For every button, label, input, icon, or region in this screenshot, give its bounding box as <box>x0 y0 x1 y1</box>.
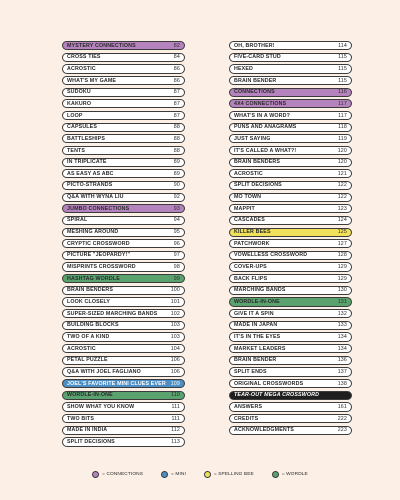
entry-title: 4X4 CONNECTIONS <box>234 100 287 107</box>
entry-title: WHAT'S MY GAME <box>67 77 117 84</box>
toc-entry-two-of-a-kind <box>62 332 185 341</box>
entry-page-number: 102 <box>170 310 180 317</box>
toc-entry-it-s-called-a-what <box>229 146 352 155</box>
toc-entry-q-a-with-joel-fagliano <box>62 367 185 376</box>
entry-title: IT'S IN THE EYES <box>234 334 281 340</box>
entry-title: BACK FLIPS <box>234 275 268 282</box>
entry-page-number: 87 <box>173 100 180 107</box>
toc-entry-tear-out-mega-crossword <box>229 391 352 400</box>
toc-entry-cascades <box>229 216 352 225</box>
toc-entry-credits <box>229 414 352 423</box>
entry-page-number: 130 <box>337 287 347 294</box>
entry-title: TWO BITS <box>67 415 95 422</box>
entry-page-number: 119 <box>338 135 347 142</box>
entry-title: BRAIN BENDERS <box>234 159 281 166</box>
entry-page-number: 128 <box>337 252 347 259</box>
legend-label: = CONNECTIONS <box>102 472 144 477</box>
toc-entry-wordle-in-one <box>62 391 185 400</box>
entry-page-number: 123 <box>337 205 347 212</box>
entry-title: WHAT'S IN A WORD? <box>234 112 290 119</box>
entry-title: KAKURO <box>67 100 92 107</box>
entry-page-number: 124 <box>337 217 347 224</box>
toc-entry-capsules <box>62 123 185 132</box>
toc-entry-killer-bees <box>229 228 352 237</box>
entry-page-number: 136 <box>337 357 347 364</box>
toc-left-column <box>62 41 185 449</box>
entry-title: KILLER BEES <box>234 229 271 236</box>
entry-title: LOOP <box>67 112 83 119</box>
entry-page-number: 92 <box>173 194 180 201</box>
toc-entry-in-triplicate <box>62 158 185 167</box>
entry-title: JUMBO CONNECTIONS <box>67 205 130 212</box>
entry-page-number: 100 <box>170 287 180 294</box>
toc-entry-made-in-japan <box>229 321 352 330</box>
toc-entry-sudoku <box>62 88 185 97</box>
entry-title: GIVE IT A SPIN <box>234 310 274 317</box>
entry-page-number: 222 <box>337 415 347 422</box>
entry-title: JOEL'S FAVORITE MINI CLUES EVER <box>67 380 166 387</box>
toc-entry-battleships <box>62 134 185 143</box>
entry-title: MADE IN JAPAN <box>234 322 278 329</box>
entry-page-number: 133 <box>337 322 347 329</box>
entry-page-number: 106 <box>170 357 180 364</box>
legend-swatch-icon <box>204 471 211 478</box>
entry-page-number: 87 <box>173 89 180 96</box>
toc-entry-wordle-in-one <box>229 297 352 306</box>
entry-title: COVER-UPS <box>234 264 267 271</box>
entry-page-number: 84 <box>173 54 180 61</box>
toc-entry-acknowledgments <box>229 426 352 435</box>
toc-entry-joel-s-favorite-mini-clues-ever <box>62 379 185 388</box>
entry-page-number: 113 <box>171 438 180 445</box>
toc-entry-give-it-a-spin <box>229 309 352 318</box>
entry-page-number: 103 <box>170 322 180 329</box>
toc-entry-back-flips <box>229 274 352 283</box>
entry-title: SUPER-SIZED MARCHING BANDS <box>67 310 158 317</box>
toc-entry-show-what-you-know <box>62 402 185 411</box>
entry-title: ORIGINAL CROSSWORDS <box>234 380 304 387</box>
entry-page-number: 88 <box>173 124 180 131</box>
legend-swatch-icon <box>161 471 168 478</box>
entry-title: CAPSULES <box>67 124 98 131</box>
entry-page-number: 134 <box>337 345 347 352</box>
entry-title: LOOK CLOSELY <box>67 299 111 306</box>
entry-title: IN TRIPLICATE <box>67 159 107 166</box>
entry-title: MADE IN INDIA <box>67 427 108 434</box>
toc-entry-petal-puzzle <box>62 356 185 365</box>
entry-page-number: 118 <box>338 124 347 131</box>
entry-page-number: 120 <box>337 159 347 166</box>
entry-page-number: 109 <box>170 380 180 387</box>
toc-entry-patchwork <box>229 239 352 248</box>
entry-page-number: 103 <box>170 334 180 340</box>
toc-entry-loop <box>62 111 185 120</box>
entry-page-number: 116 <box>338 89 347 96</box>
toc-entry-hexed <box>229 64 352 73</box>
entry-title: PICTO-STRANDS <box>67 182 113 189</box>
entry-title: MAPPIT <box>234 205 255 212</box>
toc-entry-it-s-in-the-eyes <box>229 332 352 341</box>
entry-title: TWO OF A KIND <box>67 334 110 340</box>
toc-entry-jumbo-connections <box>62 204 185 213</box>
entry-page-number: 104 <box>170 345 180 352</box>
entry-page-number: 88 <box>173 135 180 142</box>
entry-page-number: 95 <box>173 229 180 236</box>
entry-title: SPLIT DECISIONS <box>234 182 282 189</box>
entry-title: PUNS AND ANAGRAMS <box>234 124 297 131</box>
entry-page-number: 117 <box>338 100 347 107</box>
entry-page-number: 137 <box>337 368 347 375</box>
toc-entry-split-decisions <box>229 181 352 190</box>
entry-page-number: 161 <box>337 403 347 410</box>
entry-title: MARCHING BANDS <box>234 287 286 294</box>
entry-page-number: 111 <box>171 403 180 410</box>
toc-entry-puns-and-anagrams <box>229 123 352 132</box>
toc-entry-acrostic <box>62 344 185 353</box>
entry-title: HASHTAG WORDLE <box>67 275 120 282</box>
entry-page-number: 132 <box>337 310 347 317</box>
legend-item-connections <box>92 471 143 478</box>
toc-entry-answers <box>229 402 352 411</box>
entry-page-number: 115 <box>338 65 347 72</box>
entry-title: BRAIN BENDERS <box>67 287 114 294</box>
entry-title: MISPRINTS CROSSWORD <box>67 264 136 271</box>
entry-page-number: 112 <box>171 427 180 434</box>
toc-entry-market-leaders <box>229 344 352 353</box>
entry-title: CRYPTIC CROSSWORD <box>67 240 130 247</box>
toc-entry-mystery-connections <box>62 41 185 50</box>
entry-page-number: 131 <box>337 299 347 306</box>
toc-entry-five-card-stud <box>229 53 352 62</box>
entry-page-number: 138 <box>337 380 347 387</box>
toc-entry-two-bits <box>62 414 185 423</box>
toc-entry-q-a-with-wyna-liu <box>62 193 185 202</box>
entry-page-number: 115 <box>338 77 347 84</box>
toc-entry-4x4-connections <box>229 99 352 108</box>
entry-title: PICTURE "JEOPARDY!" <box>67 252 131 259</box>
entry-page-number: 89 <box>173 159 180 166</box>
entry-page-number: 106 <box>170 368 180 375</box>
entry-page-number: 110 <box>171 392 180 399</box>
entry-title: SHOW WHAT YOU KNOW <box>67 403 135 410</box>
entry-page-number: 111 <box>171 415 180 422</box>
entry-page-number: 114 <box>338 42 347 49</box>
toc-entry-split-decisions <box>62 437 185 446</box>
toc-entry-what-s-my-game <box>62 76 185 85</box>
entry-title: CASCADES <box>234 217 265 224</box>
entry-page-number: 121 <box>337 170 347 177</box>
entry-title: TEAR-OUT MEGA CROSSWORD <box>234 392 320 399</box>
entry-page-number: 97 <box>173 252 180 259</box>
toc-entry-brain-benders <box>229 158 352 167</box>
legend-swatch-icon <box>272 471 279 478</box>
entry-title: ACROSTIC <box>234 170 263 177</box>
toc-entry-picture-jeopardy <box>62 251 185 260</box>
toc-entry-kakuro <box>62 99 185 108</box>
entry-title: HEXED <box>234 65 253 72</box>
entry-title: MARKET LEADERS <box>234 345 286 352</box>
toc-entry-vowelless-crossword <box>229 251 352 260</box>
entry-page-number: 101 <box>170 299 180 306</box>
entry-title: VOWELLESS CROSSWORD <box>234 252 308 259</box>
entry-page-number: 96 <box>173 240 180 247</box>
entry-title: WORDLE-IN-ONE <box>67 392 113 399</box>
entry-title: ACROSTIC <box>67 65 96 72</box>
legend-label: = WORDLE <box>281 472 308 477</box>
entry-title: FIVE-CARD STUD <box>234 54 281 61</box>
toc-entry-spiral <box>62 216 185 225</box>
entry-title: PETAL PUZZLE <box>67 357 108 364</box>
toc-entry-made-in-india <box>62 426 185 435</box>
entry-title: WORDLE-IN-ONE <box>234 299 280 306</box>
entry-page-number: 87 <box>173 112 180 119</box>
entry-page-number: 98 <box>173 264 180 271</box>
toc-entry-just-saying <box>229 134 352 143</box>
toc-entry-building-blocks <box>62 321 185 330</box>
entry-title: TENTS <box>67 147 86 154</box>
entry-page-number: 122 <box>337 194 347 201</box>
toc-entry-cover-ups <box>229 262 352 271</box>
entry-title: ACKNOWLEDGMENTS <box>234 427 294 434</box>
entry-page-number: 129 <box>337 275 347 282</box>
entry-title: CROSS TIES <box>67 54 101 61</box>
entry-title: JUST SAYING <box>234 135 271 142</box>
entry-title: MO TOWN <box>234 194 262 201</box>
entry-title: BRAIN BENDER <box>234 357 277 364</box>
entry-page-number: 122 <box>337 182 347 189</box>
entry-page-number: 134 <box>337 334 347 340</box>
entry-title: SPLIT DECISIONS <box>67 438 115 445</box>
toc-entry-tents <box>62 146 185 155</box>
toc-entry-brain-benders <box>62 286 185 295</box>
entry-page-number: 115 <box>338 54 347 61</box>
toc-entry-super-sized-marching-bands <box>62 309 185 318</box>
toc-entry-brain-bender <box>229 356 352 365</box>
entry-title: BRAIN BENDER <box>234 77 277 84</box>
legend-item-mini <box>161 471 186 478</box>
entry-title: AS EASY AS ABC <box>67 170 114 177</box>
entry-title: BATTLESHIPS <box>67 135 106 142</box>
entry-page-number: 89 <box>173 170 180 177</box>
legend-swatch-icon <box>92 471 99 478</box>
entry-page-number: 127 <box>337 240 347 247</box>
entry-page-number: 125 <box>337 229 347 236</box>
legend-label: = SPELLING BEE <box>213 472 254 477</box>
toc-entry-mappit <box>229 204 352 213</box>
legend-item-wordle <box>272 471 308 478</box>
toc-entry-acrostic <box>62 64 185 73</box>
toc-entry-as-easy-as-abc <box>62 169 185 178</box>
entry-page-number: 86 <box>173 77 180 84</box>
color-legend <box>0 471 400 478</box>
toc-entry-what-s-in-a-word <box>229 111 352 120</box>
entry-page-number: 117 <box>338 112 347 119</box>
toc-entry-hashtag-wordle <box>62 274 185 283</box>
entry-page-number: 90 <box>173 182 180 189</box>
toc-entry-cross-ties <box>62 53 185 62</box>
entry-title: IT'S CALLED A WHAT?! <box>234 147 297 154</box>
toc-entry-look-closely <box>62 297 185 306</box>
toc-entry-meshing-around <box>62 228 185 237</box>
toc-entry-marching-bands <box>229 286 352 295</box>
toc-entry-oh-brother <box>229 41 352 50</box>
toc-entry-split-ends <box>229 367 352 376</box>
toc-entry-mo-town <box>229 193 352 202</box>
toc-entry-misprints-crossword <box>62 262 185 271</box>
toc-entry-original-crosswords <box>229 379 352 388</box>
entry-title: MYSTERY CONNECTIONS <box>67 42 136 49</box>
toc-entry-acrostic <box>229 169 352 178</box>
entry-title: SPIRAL <box>67 217 88 224</box>
toc-right-column <box>229 41 352 437</box>
entry-title: BUILDING BLOCKS <box>67 322 119 329</box>
entry-title: Q&A WITH WYNA LIU <box>67 194 124 201</box>
entry-page-number: 82 <box>173 42 180 49</box>
entry-title: SPLIT ENDS <box>234 368 267 375</box>
legend-label: = MINI <box>171 472 186 477</box>
toc-entry-picto-strands <box>62 181 185 190</box>
entry-page-number: 93 <box>173 205 180 212</box>
entry-title: Q&A WITH JOEL FAGLIANO <box>67 368 141 375</box>
entry-page-number: 99 <box>173 275 180 282</box>
entry-title: ANSWERS <box>234 403 263 410</box>
entry-title: MESHING AROUND <box>67 229 119 236</box>
entry-title: PATCHWORK <box>234 240 270 247</box>
toc-entry-brain-bender <box>229 76 352 85</box>
entry-page-number: 129 <box>337 264 347 271</box>
entry-title: ACROSTIC <box>67 345 96 352</box>
entry-page-number: 86 <box>173 65 180 72</box>
legend-item-spellingbee <box>204 471 254 478</box>
entry-title: CREDITS <box>234 415 259 422</box>
entry-page-number: 88 <box>173 147 180 154</box>
entry-page-number: 223 <box>337 427 347 434</box>
entry-page-number: 120 <box>337 147 347 154</box>
entry-title: OH, BROTHER! <box>234 42 275 49</box>
toc-entry-connections <box>229 88 352 97</box>
entry-title: SUDOKU <box>67 89 91 96</box>
toc-entry-cryptic-crossword <box>62 239 185 248</box>
entry-title: CONNECTIONS <box>234 89 275 96</box>
entry-page-number: 94 <box>173 217 180 224</box>
